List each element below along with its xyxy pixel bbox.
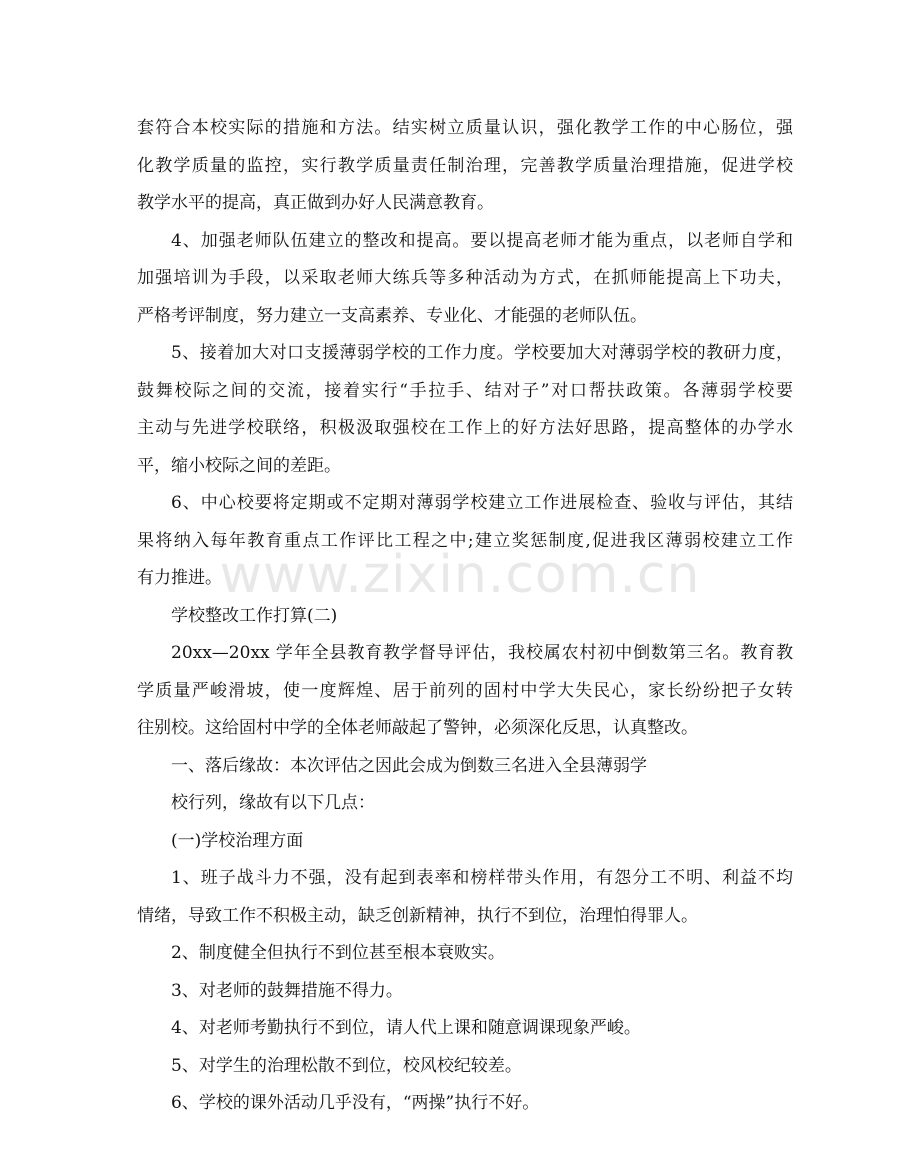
text-line: 套符合本校实际的措施和方法。结实树立质量认识，强化教学工作的中心肠位，强 [137,118,793,138]
text-line: 校行列，缘故有以下几点： [171,793,375,813]
text-line: 化教学质量的监控，实行教学质量责任制治理，完善教学质量治理措施，促进学校 [137,155,793,176]
text-line: 5、对学生的治理松散不到位，校风校纪较差。 [171,1055,522,1076]
text-line: 20xx—20xx 学年全县教育教学督导评估，我校属农村初中倒数第三名。教育教 [171,643,793,663]
text-line: 一、落后缘故：本次评估之因此会成为倒数三名进入全县薄弱学 [171,755,647,776]
text-line: 5、接着加大对口支援薄弱学校的工作力度。学校要加大对薄弱学校的教研力度， [171,343,793,363]
text-line: 加强培训为手段，以采取老师大练兵等多种活动为方式，在抓师能提高上下功夫， [137,268,793,288]
section-heading: 学校整改工作打算(二) [171,605,338,626]
text-line: 情绪，导致工作不积极主动，缺乏创新精神，执行不到位，治理怕得罪人。 [137,905,698,926]
text-line: 4、加强老师队伍建立的整改和提高。要以提高老师才能为重点，以老师自学和 [171,230,793,251]
watermark: www.zixin.com.cn [219,545,701,605]
text-line: 1、班子战斗力不强，没有起到表率和榜样带头作用，有怨分工不明、利益不均 [171,868,793,888]
text-line: 果将纳入每年教育重点工作评比工程之中;建立奖惩制度,促进我区薄弱校建立工作 [137,530,793,551]
text-line: 主动与先进学校联络，积极汲取强校在工作上的好方法好思路，提高整体的办学水 [137,418,793,438]
text-line: 4、对老师考勤执行不到位，请人代上课和随意调课现象严峻。 [171,1018,641,1038]
text-line: 教学水平的提高，真正做到办好人民满意教育。 [137,193,494,213]
text-line: 平，缩小校际之间的差距。 [137,455,341,476]
text-line: 6、学校的课外活动几乎没有，“两操”执行不好。 [171,1093,540,1113]
text-line: 6、中心校要将定期或不定期对薄弱学校建立工作进展检查、验收与评估，其结 [171,493,793,513]
text-line: 严格考评制度，努力建立一支高素养、专业化、才能强的老师队伍。 [137,305,647,326]
text-line: 鼓舞校际之间的交流，接着实行“手拉手、结对子”对口帮扶政策。各薄弱学校要 [137,380,793,401]
text-line: 2、制度健全但执行不到位甚至根本衰败实。 [171,943,505,963]
text-line: 学质量严峻滑坡，使一度辉煌、居于前列的固村中学大失民心，家长纷纷把子女转 [137,680,793,701]
text-line: 3、对老师的鼓舞措施不得力。 [171,980,403,1001]
text-line: 有力推进。 [137,568,222,588]
text-line: 往别校。这给固村中学的全体老师敲起了警钟，必须深化反思，认真整改。 [137,718,698,738]
subsection-heading: (一)学校治理方面 [171,830,304,851]
document-body [137,110,793,1123]
